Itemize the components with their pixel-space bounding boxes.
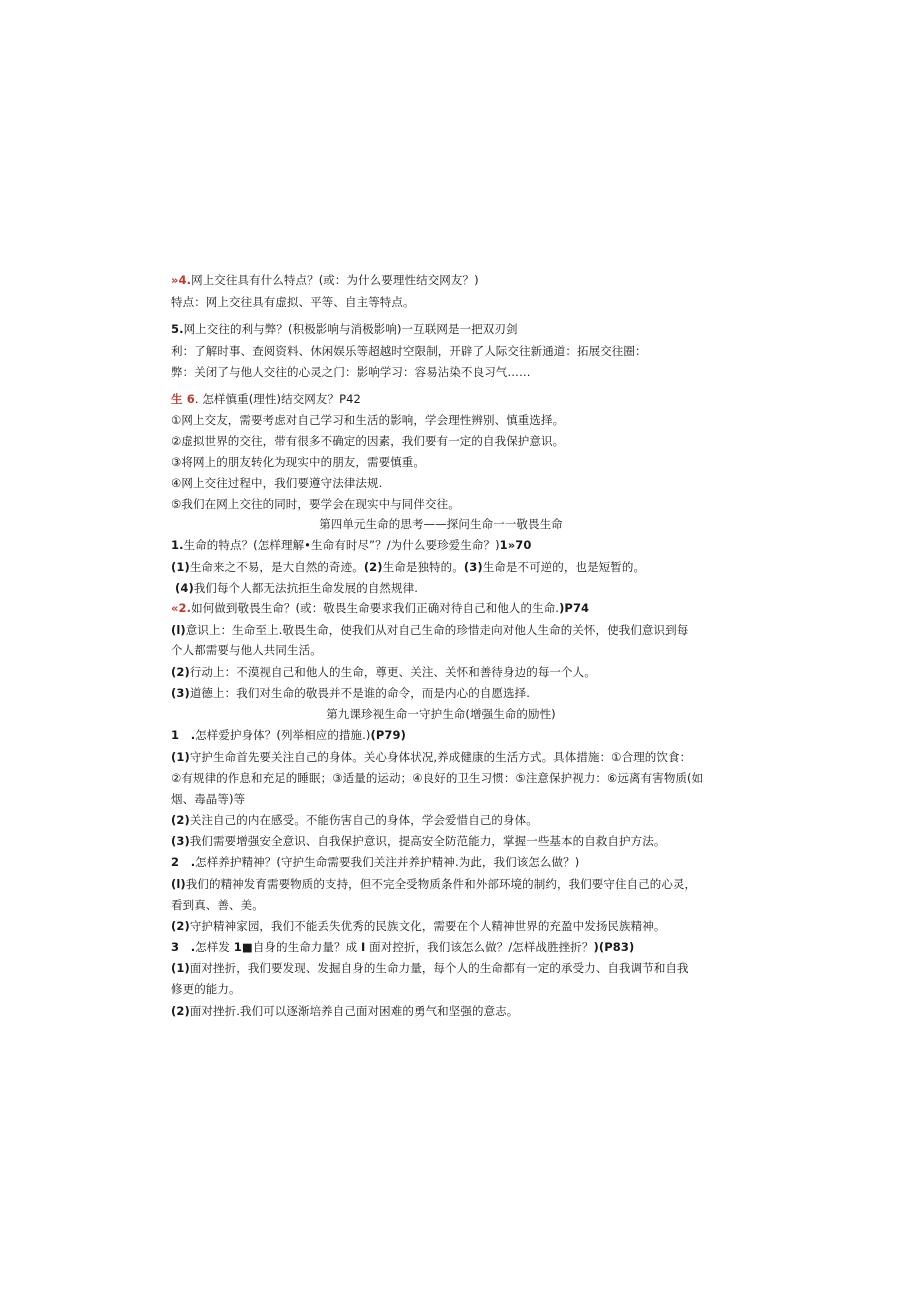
text-line-q6 [171,391,711,408]
line-text: ⑤我们在网上交往的同时，要学会在现实中与同伴交往。 [171,497,460,511]
text-line-l9q2: 2 .怎样养护精神？(守护生命需要我们关注并养护精神.为此，我们该怎么做？) [171,855,580,869]
text-line-l9q2-a2: (2)守护精神家园，我们不能丢失优秀的民族文化，需要在个人精神世界的充盈中发扬民族精神。 [171,919,666,933]
text-line-l9q3: 3 .怎样发 1■自身的生命力量？成 I 面对控折，我们该怎么做？/怎样战胜挫折？)(P83) [171,940,635,954]
text-line-l9q1: 1 .怎样爱护身体？(列举相应的措施.)(P79) [171,728,406,742]
text-line-u4q2 [171,600,711,617]
line-text: ③将网上的朋友转化为现实中的朋友，需要慎重。 [171,455,426,469]
text-line-l9q2-a1b [171,897,711,914]
text-line-l9q1-a1b [171,770,711,787]
line-text: 第九课珍视生命一守护生命(增强生命的励性) [326,707,556,721]
text-line-q6-a2 [171,433,711,450]
text-line-q4 [171,272,711,289]
line-text: 利：了解时事、查阅资料、休闲娱乐等超越时空限制，开辟了人际交往新通道：拓展交往圈： [171,344,647,358]
line-text: 看到真、善、美。 [171,898,264,912]
text-line-l9q2-a1a: (l)我们的精神发育需要物质的支持，但不完全受物质条件和外部环境的制约，我们要守住自己的心灵， [171,877,697,891]
text-line-lesson9-title [171,706,711,723]
line-text: 特点：网上交往具有虚拟、平等、自主等特点。 [171,295,415,309]
text-line-l9q1-a3: (3)我们需要增强安全意识、自我保护意识，提高安全防范能力，掌握一些基本的自救自护方法。 [171,834,666,848]
text-line-q6-a5 [171,496,711,513]
text-line-u4q2-a1b [171,642,711,659]
line-text: ②虚拟世界的交往，带有很多不确定的因素，我们要有一定的自我保护意识。 [171,434,565,448]
text-line-q5-a2 [171,364,711,381]
text-line-q6-a4 [171,475,711,492]
text-line-q5 [171,321,711,338]
text-line-u4q1-a2: (4)我们每个人都无法抗拒生命发展的自然规律. [175,581,418,595]
text-line-l9q3-a1a: (1)面对挫折，我们要发现、发掘自身的生命力量，每个人的生命都有一定的承受力、自我调节和自我 [171,961,689,975]
line-text: 修更的能力。 [171,982,241,996]
line-text: 烟、毒晶等)等 [171,792,246,806]
text-line-l9q3-a2: (2)面对挫折.我们可以逐渐培养自己面对困难的勇气和坚强的意志。 [171,1004,519,1018]
line-text: 网上交往具有什么特点？(或：为什么要理性结交网友？) [191,273,479,287]
text-line-u4q2-a1a: (l)意识上：生命至上.敬畏生命，使我们从对自己生命的珍惜走向对他人生命的关怀，使我们意识到每 [171,623,689,637]
text-line-l9q1-a2: (2)关注自己的内在感受。不能伤害自己的身体，学会爱惜自己的身体。 [171,813,538,827]
red-marker: «2. [171,601,192,615]
text-line-l9q3-a1b [171,981,711,998]
line-text: ④网上交往过程中，我们要遵守法律法规. [171,476,383,490]
line-text: ②有规律的作息和充足的睡眠；③适量的运动；④良好的卫生习惯：⑤注意保护视力：⑥远离有害物质(如 [171,771,704,785]
item-number: 1. [171,538,184,552]
page-ref: )P74 [559,601,590,615]
line-text: 弊：关闭了与他人交往的心灵之门：影响学习：容易沾染不良习气…… [171,365,531,379]
red-marker: »4. [171,273,192,287]
line-text: 第四单元生命的思考——探问生命一一敬畏生命 [319,517,563,531]
red-marker: 生 6 [171,392,195,406]
text-line-u4q1 [171,537,711,554]
text-line-u4q2-a3: (3)道德上：我们对生命的敬畏并不是谁的命令，而是内心的自愿选择. [171,686,530,700]
text-line-u4q2-a2: (2)行动上：不漠视自己和他人的生命，尊更、关注、关怀和善待身边的每一个人。 [171,665,596,679]
line-text: 生命的特点？(怎样理解•生命有时尽”？/为什么要珍爱生命？) [183,538,500,552]
text-line-l9q1-a1a: (1)守护生命首先要关注自己的身体。关心身体状况,养成健康的生活方式。具体措施：①合理的饮食： [171,750,692,764]
text-line-q4-a [171,294,711,311]
line-text: 如何做到敬畏生命？(或：敬畏生命要求我们正确对待自己和他人的生命. [191,601,560,615]
text-line-q6-a3 [171,454,711,471]
text-line-q5-a1 [171,343,711,360]
line-text: 网上交往的利与弊？(积极影响与消极影响)一互联网是一把双刃剑 [183,322,518,336]
text-line-q6-a1 [171,412,711,429]
item-number: 5. [171,322,184,336]
line-text: 个人都需要与他人共同生活。 [171,643,322,657]
page-ref: 1»70 [499,538,532,552]
line-text: ①网上交友，需要考虑对自己学习和生活的影响，学会理性辨别、慎重选择。 [171,413,565,427]
text-line-l9q1-a1c [171,791,711,808]
text-line-unit4-title [171,516,711,533]
text-line-u4q1-a1: (1)生命来之不易，是大自然的奇迹。(2)生命是独特的。(3)生命是不可逆的，也是短暂的。 [171,560,646,574]
line-text: . 怎样慎重(理性)结交网友？P42 [194,392,361,406]
